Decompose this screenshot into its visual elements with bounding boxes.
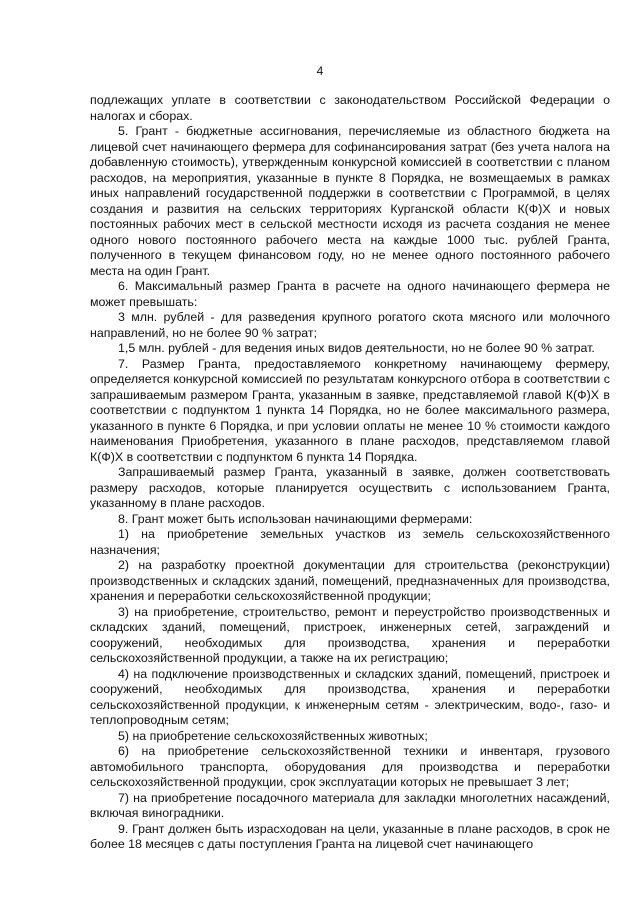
paragraph-item-8-1: 1) на приобретение земельных участков из земель сельскохозяйственного назначения; bbox=[90, 527, 610, 557]
paragraph-item-7: 7. Размер Гранта, предоставляемого конкретному начинающему фермеру, определяется конкурсной комиссией по результатам конкурсного отбора в соответствии с запрашиваемым размером Гранта, указанным в заявке, представляемой главой К(Ф)Х в соответствии с подпунктом 1 пункта 14 Порядка, но не более максимального размера, указанного в пункте 6 Порядка, и при условии оплаты не менее 10 % стоимости каждого наименования Приобретения, указанного в плане расходов, представляемом главой К(Ф)Х в соответствии с подпунктом 6 пункта 14 Порядка. bbox=[90, 356, 610, 464]
paragraph-item-6-other: 1,5 млн. рублей - для ведения иных видов деятельности, но не более 90 % затрат. bbox=[118, 341, 595, 355]
paragraph-item-9: 9. Грант должен быть израсходован на цели, указанные в плане расходов, в срок не более 18 месяцев с даты поступления Гранта на лицевой счет начинающего bbox=[90, 821, 610, 851]
paragraph-continuation: подлежащих уплате в соответствии с законодательством Российской Федерации о налогах и сборах. bbox=[90, 93, 610, 123]
paragraph-item-8-2: 2) на разработку проектной документации для строительства (реконструкции) производственных и складских зданий, помещений, предназначенных для производства, хранения и переработки сельскохозяйственной продукции; bbox=[90, 558, 610, 603]
paragraph-item-8-4: 4) на подключение производственных и складских зданий, помещений, пристроек и сооружений, необходимых для производства, хранения и переработки сельскохозяйственной продукции, к инженерным сетям - электрическим, водо-, газо- и теплопроводным сетям; bbox=[90, 666, 610, 727]
page-number: 4 bbox=[316, 64, 324, 78]
paragraph-item-5: 5. Грант - бюджетные ассигнования, перечисляемые из областного бюджета на лицевой счет начинающего фермера для софинансирования затрат (без учета налога на добавленную стоимость), утвержденным конкурсной комиссией в соответствии с планом расходов, на мероприятия, указанные в пункте 8 Порядка, не возмещаемых в рамках иных направлений государственной поддержки в соответствии с Программой, в целях создания и развития на сельских территориях Курганской области К(Ф)Х и новых постоянных рабочих мест в сельской местности исходя из расчета создания не менее одного нового постоянного рабочего места на каждые 1000 тыс. рублей Гранта, полученного в текущем финансовом году, но не менее одного постоянного рабочего места на один Грант. bbox=[90, 124, 610, 278]
paragraph-item-8-7: 7) на приобретение посадочного материала для закладки многолетних насаждений, включая виноградники. bbox=[90, 790, 610, 820]
document-body bbox=[90, 93, 610, 853]
paragraph-item-8-3: 3) на приобретение, строительство, ремонт и переустройство производственных и складских зданий, помещений, пристроек, инженерных сетей, заграждений и сооружений, необходимых для производства, хранения и переработки сельскохозяйственной продукции, а также на их регистрацию; bbox=[90, 604, 610, 665]
paragraph-item-6: 6. Максимальный размер Гранта в расчете на одного начинающего фермера не может превышать: bbox=[90, 279, 610, 309]
paragraph-item-8-6: 6) на приобретение сельскохозяйственной техники и инвентаря, грузового автомобильного транспорта, оборудования для производства и переработки сельскохозяйственной продукции, срок эксплуатации которых не превышает 3 лет; bbox=[90, 744, 610, 789]
paragraph-item-6-cattle: 3 млн. рублей - для разведения крупного рогатого скота мясного или молочного направлений, но не более 90 % затрат; bbox=[90, 310, 610, 340]
paragraph-item-8-5: 5) на приобретение сельскохозяйственных животных; bbox=[118, 728, 428, 743]
paragraph-item-8: 8. Грант может быть использован начинающими фермерами: bbox=[118, 511, 473, 526]
paragraph-item-7-requested-size: Запрашиваемый размер Гранта, указанный в заявке, должен соответствовать размеру расходов, которые планируется осуществить с использованием Гранта, указанному в плане расходов. bbox=[90, 465, 610, 510]
